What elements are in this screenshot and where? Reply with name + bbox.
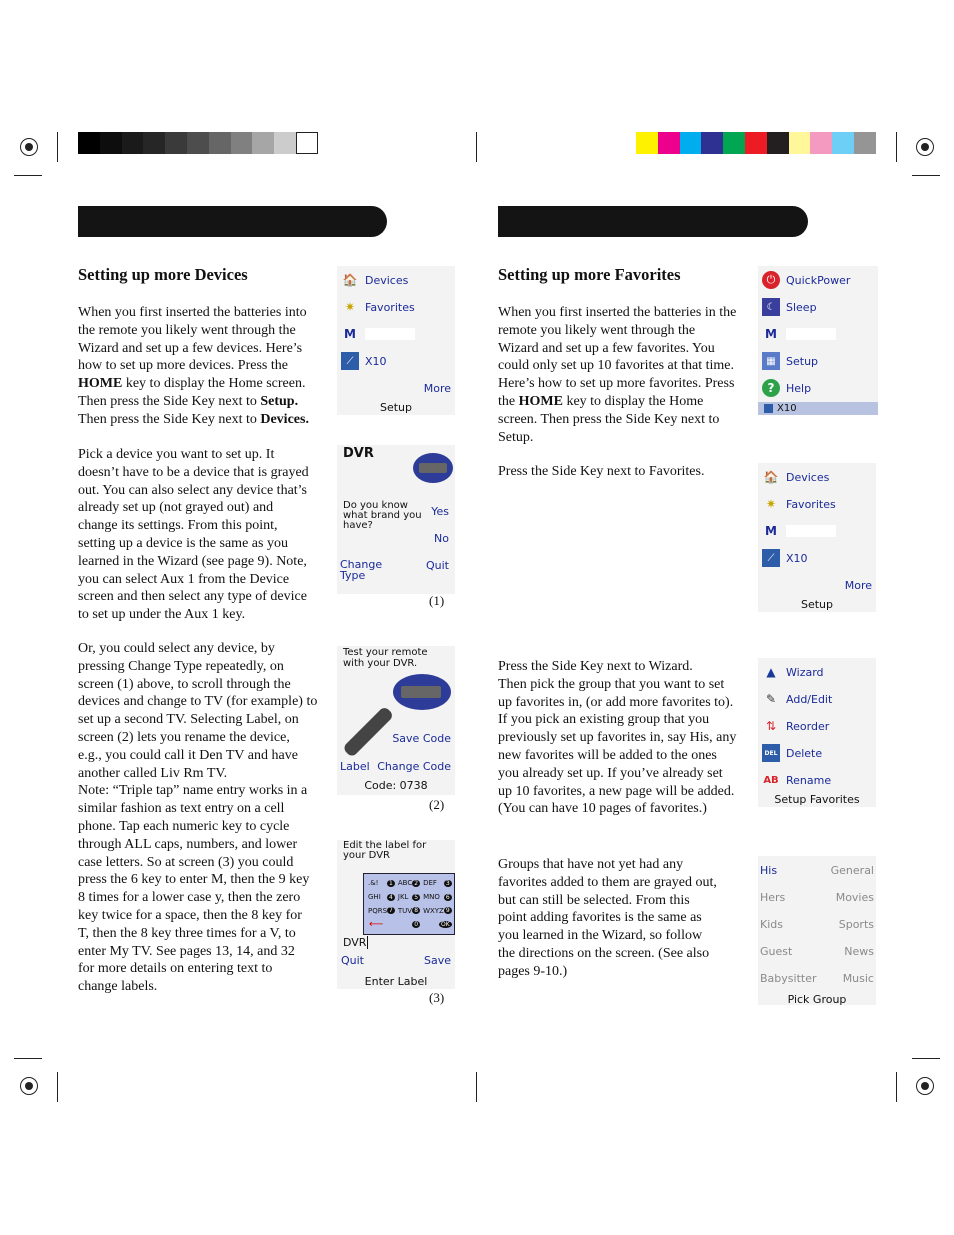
section-header-bar-right (498, 206, 808, 237)
quit-option[interactable]: Quit (426, 559, 449, 572)
crop-line (912, 1058, 940, 1059)
registration-mark (916, 1077, 934, 1095)
menu-item-setup[interactable]: ▦ Setup (762, 351, 818, 371)
color-swatch (745, 132, 767, 154)
devices-heading: Setting up more Devices (78, 265, 248, 284)
menu-item-devices[interactable]: 🏠 Devices (763, 470, 830, 484)
no-option[interactable]: No (434, 532, 449, 545)
label-option[interactable]: Label (340, 760, 370, 773)
menu-item-quickpower[interactable]: ⏻ QuickPower (762, 270, 850, 290)
group-item[interactable]: Movies (835, 891, 874, 904)
save-code-option[interactable]: Save Code (392, 732, 451, 745)
favorites-paragraph-1: When you first inserted the batteries in the remote you likely went through the Wizard and set up a few favorites. You could only set up 10 favorites at that time. Here’s how to set up more favorites. Press the HOME key to display the Home screen. Then press the Side Key next to Setup. (498, 305, 737, 445)
group-item[interactable]: General (830, 864, 874, 877)
favorites-paragraph-3: Press the Side Key next to Wizard. Then pick the group that you want to set up favorites in, (or add more favorites to). If you pick an existing group that you previously set up favorites in, say His, any new favorites will be added to the ones you already set up. If you’ve already set up 10 favorites, a new page will be added. (You can have 10 pages of favorites.) (498, 659, 737, 817)
keypad-key[interactable]: JKL 5 (397, 893, 419, 902)
color-swatch (143, 132, 165, 154)
color-swatch (636, 132, 658, 154)
power-icon: ⏻ (762, 271, 780, 289)
color-swatch (680, 132, 702, 154)
keypad-key[interactable]: OK (441, 921, 450, 929)
blank-label (365, 328, 415, 340)
keypad-key[interactable]: MNO 6 (423, 893, 450, 902)
group-item[interactable]: Music (842, 972, 874, 985)
change-type-option[interactable]: Change Type (340, 558, 383, 582)
more-option[interactable]: More (844, 579, 872, 592)
keypad-key[interactable]: 0 (414, 921, 419, 929)
favorites-heading: Setting up more Favorites (498, 265, 681, 284)
backspace-icon[interactable]: ⟵ (369, 919, 384, 930)
save-option[interactable]: Save (423, 954, 451, 967)
crop-line (14, 1058, 42, 1059)
devices-paragraph-3: Or, you could select any device, by pressing Change Type repeatedly, on screen (1) above, to scroll through the devices and change to TV (for example) to set up a second TV. Selecting Label, on screen (2) lets you rename the device, e.g., you could call it Den TV and have another called Liv Rm TV. Note: “Triple tap” name entry works in a similar fashion as text entry on a cell phone. Tap each numeric key to cycle through ALL caps, numbers, and lower case letters. So at screen (3) you could press the 6 key to enter M, then the 9 key 8 times for a lower case y, then the zero key twice for a space, then the 8 key for T, then the 8 key three times for a V, to enter My TV. See pages 13, 14, and 32 for more details on entering text to change labels. (78, 641, 318, 995)
m-logo-icon: M (765, 327, 777, 341)
menu-item-favorites[interactable]: ✷ Favorites (762, 494, 836, 514)
blank-label (786, 525, 836, 537)
menu-item-delete[interactable]: DEL Delete (762, 743, 822, 763)
setup-screen-2 (758, 463, 876, 612)
menu-item-favorites[interactable]: ✷ Favorites (341, 297, 415, 317)
screen-title: DVR (343, 446, 374, 461)
home-screen (758, 266, 878, 415)
setup-screen (337, 266, 455, 415)
color-swatch (165, 132, 187, 154)
screen-footer: Enter Label (364, 975, 428, 988)
setup-favorites-screen (758, 658, 876, 807)
registration-mark (20, 1077, 38, 1095)
more-option[interactable]: More (423, 382, 451, 395)
crop-line (57, 132, 58, 162)
keypad-key[interactable]: PQRS 7 (368, 906, 393, 915)
keypad-key[interactable]: TUV 8 (397, 906, 419, 915)
pick-group-screen (758, 856, 876, 1005)
yes-option[interactable]: Yes (431, 505, 449, 518)
change-code-option[interactable]: Change Code (377, 760, 451, 773)
edit-pencil-icon: ✎ (765, 692, 777, 706)
keypad-key[interactable]: ABC 2 (397, 879, 419, 888)
screen-footer: Setup Favorites (774, 793, 860, 806)
favorites-paragraph-4: Groups that have not yet had any favorites added to them are grayed out, but can still be selected. From this point adding favorites is the same as you learned in the Wizard, so follow the directions on the screen. (See also pages 9-10.) (498, 857, 717, 979)
label-input[interactable]: DVR (343, 936, 367, 949)
menu-item-help[interactable]: ? Help (762, 378, 811, 398)
screen-title: Test your remote with your DVR. (343, 647, 428, 669)
crop-line (912, 175, 940, 176)
menu-item-brand[interactable] (341, 324, 415, 344)
color-swatch (658, 132, 680, 154)
crop-line (14, 175, 42, 176)
rename-ab-icon: AB (763, 774, 779, 786)
screen-caption-3: (3) (429, 990, 445, 1005)
section-header-bar-left (78, 206, 387, 237)
dvr-brand-screen (337, 445, 455, 594)
devices-icon: 🏠 (342, 273, 358, 287)
color-swatch (767, 132, 789, 154)
wizard-hat-icon: ▲ (766, 665, 776, 679)
color-swatch (810, 132, 832, 154)
color-swatch (296, 132, 318, 154)
m-logo-icon: M (765, 524, 777, 538)
code-readout: Code: 0738 (364, 779, 428, 792)
registration-mark (916, 138, 934, 156)
color-swatch (854, 132, 876, 154)
crop-line (896, 1072, 897, 1102)
crop-line (57, 1072, 58, 1102)
keypad-key[interactable]: .&! 1 (368, 879, 393, 888)
crop-line (476, 132, 477, 162)
devices-icon: 🏠 (763, 470, 779, 484)
screen-footer: Pick Group (787, 993, 847, 1005)
color-swatch (122, 132, 144, 154)
color-swatch (701, 132, 723, 154)
menu-item-reorder[interactable]: ⇅ Reorder (762, 716, 829, 736)
color-swatch (78, 132, 100, 154)
color-swatch (231, 132, 253, 154)
color-swatch (789, 132, 811, 154)
group-item[interactable]: Sports (838, 918, 874, 931)
screen-footer: Setup (800, 598, 834, 611)
group-item[interactable]: Hers (760, 891, 786, 904)
m-logo-icon: M (344, 327, 356, 341)
dvr-device-icon (413, 453, 453, 483)
enter-label-screen (337, 840, 455, 989)
favorites-star-icon: ✷ (765, 497, 777, 511)
menu-item-wizard[interactable]: ▲ Wizard (762, 662, 824, 682)
delete-key-icon: DEL (762, 744, 780, 762)
group-item[interactable]: His (760, 864, 778, 877)
x10-icon: ⟋ (341, 352, 359, 370)
menu-item-sleep[interactable]: ☾ Sleep (762, 297, 817, 317)
screen-footer: Setup (379, 401, 413, 414)
menu-item-x10[interactable]: ⟋ X10 (762, 548, 808, 568)
menu-item-devices[interactable]: 🏠 Devices (342, 273, 409, 287)
color-swatch (832, 132, 854, 154)
crop-line (896, 132, 897, 162)
devices-paragraph-1: When you first inserted the batteries into the remote you likely went through the Wizard and set up a few devices. Here’s how to set up more devices. Press the HOME key to display the Home screen. Then press the Side Key next to Setup. Then press the Side Key next to Devices. (78, 305, 309, 427)
test-remote-screen (337, 646, 455, 795)
screen-caption-1: (1) (429, 593, 445, 608)
group-item[interactable]: News (844, 945, 874, 958)
x10-icon (764, 404, 773, 413)
group-item[interactable]: Kids (760, 918, 783, 931)
favorites-paragraph-2: Press the Side Key next to Favorites. (498, 464, 705, 479)
dvr-device-icon (393, 674, 451, 710)
color-swatch (187, 132, 209, 154)
registration-mark (20, 138, 38, 156)
crop-line (476, 1072, 477, 1102)
reorder-icon: ⇅ (765, 719, 777, 733)
color-swatch (274, 132, 296, 154)
favorites-star-icon: ✷ (344, 300, 356, 314)
menu-item-brand[interactable] (762, 324, 836, 344)
color-swatch (100, 132, 122, 154)
color-swatch (209, 132, 231, 154)
menu-item-add-edit[interactable]: ✎ Add/Edit (762, 689, 832, 709)
quit-option[interactable]: Quit (341, 954, 364, 967)
menu-item-x10-highlighted[interactable]: X10 (758, 402, 878, 415)
blank-label (786, 328, 836, 340)
menu-item-x10[interactable]: ⟋ X10 (341, 351, 387, 371)
menu-item-rename[interactable]: AB Rename (762, 770, 831, 790)
brand-question: Do you know what brand you have? (343, 500, 422, 531)
x10-icon: ⟋ (762, 549, 780, 567)
sleep-icon: ☾ (762, 298, 780, 316)
screen-caption-2: (2) (429, 797, 445, 812)
group-item[interactable]: Guest (760, 945, 793, 958)
text-cursor (367, 936, 368, 949)
keypad-key[interactable]: GHI 4 (368, 893, 393, 902)
color-swatch (252, 132, 274, 154)
setup-grid-icon: ▦ (762, 352, 780, 370)
screen-title: Edit the label for your DVR (343, 840, 427, 861)
color-swatch (723, 132, 745, 154)
group-item[interactable]: Babysitter (760, 972, 817, 985)
menu-item-brand[interactable] (762, 521, 836, 541)
remote-illustration-icon (342, 706, 394, 758)
keypad-key[interactable]: DEF 3 (423, 879, 450, 888)
keypad-key[interactable]: WXYZ 9 (423, 906, 450, 915)
devices-paragraph-2: Pick a device you want to set up. It doesn’t have to be a device that is grayed out. You can also select any device that’s already set up (not grayed out) and change its settings. From this point, setting up a device is the same as you learned in the Wizard (see page 9). Note, you can select Aux 1 from the Device screen and then select any type of device to set up under the Aux 1 key. (78, 447, 309, 623)
help-icon: ? (762, 379, 780, 397)
